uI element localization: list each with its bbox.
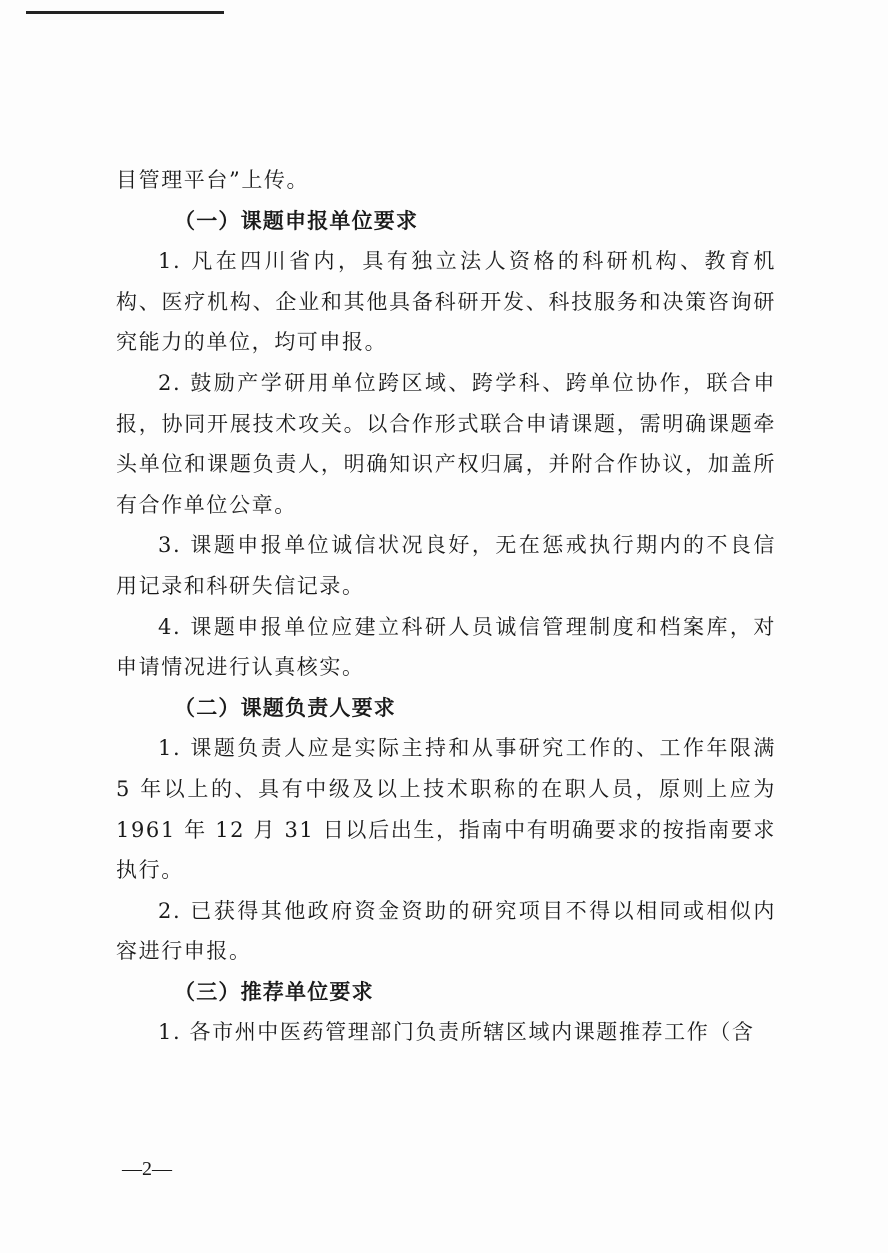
- document-body: [116, 160, 776, 1053]
- paragraph-recommender-req-1: 1. 各市州中医药管理部门负责所辖区域内课题推荐工作（含: [158, 1020, 755, 1045]
- paragraph-unit-req-4: 4. 课题申报单位应建立科研人员诚信管理制度和档案库，对申请情况进行认真核实。: [116, 614, 776, 680]
- paragraph-leader-req-2: 2. 已获得其他政府资金资助的研究项目不得以相同或相似内容进行申报。: [116, 898, 776, 964]
- section-heading-leader-requirements: （二）课题负责人要求: [174, 695, 396, 720]
- paragraph-unit-req-1: 1. 凡在四川省内，具有独立法人资格的科研机构、教育机构、医疗机构、企业和其他具备科研开发、科技服务和决策咨询研究能力的单位，均可申报。: [116, 249, 776, 355]
- section-heading-recommender-requirements: （三）推荐单位要求: [174, 979, 374, 1004]
- paragraph-unit-req-2: 2. 鼓励产学研用单位跨区域、跨学科、跨单位协作，联合申报，协同开展技术攻关。以合作形式联合申请课题，需明确课题牵头单位和课题负责人，明确知识产权归属，并附合作协议，加盖所有合作单位公章。: [116, 370, 776, 517]
- section-heading-unit-requirements: （一）课题申报单位要求: [174, 208, 419, 233]
- paragraph-unit-req-3: 3. 课题申报单位诚信状况良好，无在惩戒执行期内的不良信用记录和科研失信记录。: [116, 533, 776, 598]
- page-number: —2—: [122, 1158, 172, 1180]
- header-rule: [26, 11, 224, 14]
- paragraph-leader-req-1: 1. 课题负责人应是实际主持和从事研究工作的、工作年限满 5 年以上的、具有中级及以上技术职称的在职人员，原则上应为 1961 年 12 月 31 日以后出生，指南中有明确要求的按指南要求执行。: [116, 736, 776, 883]
- paragraph-continuation: 目管理平台”上传。: [116, 168, 310, 192]
